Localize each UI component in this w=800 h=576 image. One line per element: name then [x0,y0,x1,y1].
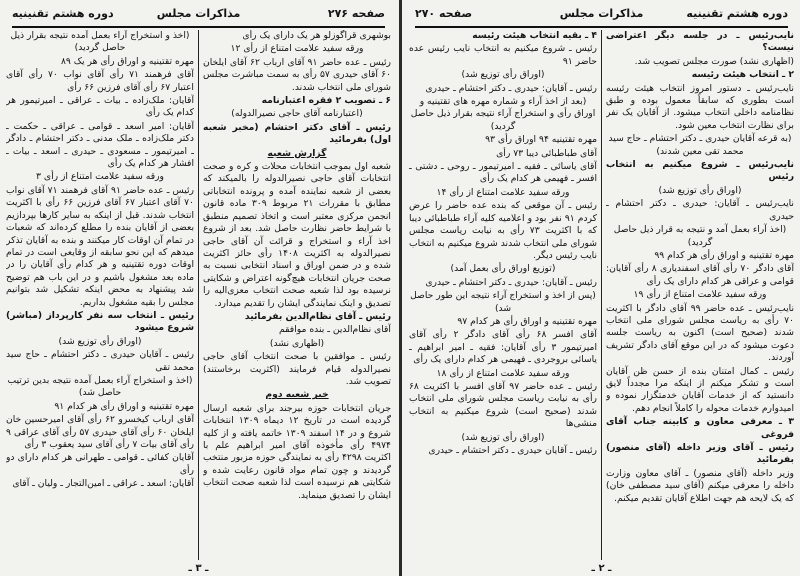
text-paragraph: رئیس ـ عده حاضر ۹۱ آقای ارباب ۶۲ آقای ایلخان ۶۰ آقای حیدری ۵۷ رأی به سمت مباشرت مجلس شورای ملی انتخاب شدند. [203,56,391,93]
text-paragraph: مهره تقتینیه و اوراق رأی هر یک ۸۹ [61,55,194,67]
left-page [0,0,397,576]
text-paragraph: (پس از اخذ و استخراج آراء نتیجه این طور حاصل شد) [410,290,596,314]
text-paragraph: آقای دادگر ۷۰ رأی آقای اسفندیاری ۸ رأی آقایان: قوامی و عراقی هر کدام دارای یک رأی [606,263,794,287]
text-paragraph: (اخذ آراء بعمل آمد و نتیجه به قرار ذیل حاصل گردید) [613,224,787,248]
right-page [403,0,800,576]
text-paragraph: آقایان: ملک‌زاده ـ بیات ـ عراقی ـ امیرتیمور هر کدام یک رأی [6,95,194,119]
text-paragraph: شعبه اول بموجب انتخابات محلات و کره و صحت انتخابات آقای حاجی نصیرالدوله را بالمیکند که بعضی از شعبه نماینده آمده و پرونده انتخاباتی مطابق با مقررات ۲۱ مربوط ۳۰۹ ماده قانون انجمن مرکزی معتبر است و اتخاذ تصمیم منطبق با شرایط حاضر نظارت حاصل شد. بعد از شروع اخذ آراء و استخراج و قرائت آن آقای حاجی نصیرالدوله به اکثریت ۱۴۰۸ رأی حائز اکثریت شده و در ضمن اوراق و اسناد انتخابی نسبت به صحت جریان انتخابات هیچ‌گونه اعتراض و شکایتی نرسیده بود لذا شعبه صحت انتخاب معزی‌الیه را تصدیق و اینک نمایندگی ایشان را تقدیم میدارد. [203,161,391,309]
left-page-left-column [6,30,194,560]
text-paragraph: (اوراق رأی توزیع شد) [461,69,545,81]
text-paragraph: ۴ ـ بقیه انتخاب هیئت رئیسه [472,30,597,41]
text-paragraph: (اوراق رأی توزیع شد) [58,335,142,347]
text-paragraph: ورقه سفید علامت امتناع از رأی ۱۸ [436,367,570,379]
text-paragraph: رئیس ـ انتخاب سه نفر کارپرداز (مباشر) شروع میشود [6,309,194,334]
text-paragraph: (اعتبارنامه آقای حاجی نصیرالدوله) [231,108,363,120]
right-page-number: ـ ۲ ـ [591,563,612,574]
text-paragraph: ۳ ـ معرفی معاون و کابینه جناب آقای فروغی [606,416,794,440]
text-paragraph: رئیس ـ آقای وزیر داخله (آقای منصور) بفرمائید [606,442,794,466]
text-paragraph: مهره تقتینیه ۹۴ اوراق رأی ۹۳ [485,134,597,146]
text-paragraph: مهره تقتینیه و اوراق رأی هر کدام ۹۹ [654,249,794,261]
text-paragraph: آقای افسر ۶۸ رأی آقای دادگر ۲ رأی آقای امیرتیمور ۳ رأی آقایان: فقیه ـ امیر ابراهیم ـ یاسائی بروجردی ـ فهیمی هر کدام دارای یک رأی [409,329,597,366]
text-paragraph: گزارش شعبه [267,147,327,159]
text-paragraph: رئیس ـ آقای دکتر احتشام (مخبر شعبه اول) بفرمائید [203,121,391,146]
text-paragraph: آقایان: اسعد ـ عراقی ـ امین‌التجار ـ ولیان ـ آقای [12,478,194,490]
text-paragraph: آقایان کفائی ـ قوامی ـ طهرانی هر کدام دارای دو رأی [6,452,194,476]
text-paragraph: (توزیع اوراق رأی بعمل آمد) [450,263,556,275]
text-paragraph: ورقه سفید علامت امتناع از رأی ۱۴ [436,186,570,198]
right-header-session: دوره هشتم تقنینیه [686,7,788,20]
text-paragraph: رئیس ـ عده حاضر ۹۷ آقای افسر با اکثریت ۶۸ رأی به نیابت ریاست مجلس شورای ملی انتخاب شدند (صحیح است) شروع میکنیم به انتخاب منشی‌ها [409,380,597,430]
text-paragraph: نایب‌رئیس ـ شروع میکنیم به انتخاب رئیس [606,159,794,183]
book-spine [399,0,402,576]
text-paragraph: (اوراق رأی توزیع شد) [461,431,545,443]
text-paragraph: (اخذ و استخراج آراء بعمل آمده نتیجه بدین ترتیب حاصل شد) [7,374,193,399]
text-paragraph: رئیس ـ آن موقعی که بنده عده حاضر را عرض کردم ۹۱ نفر بود و اعلامیه کلیه آراء طباطبائی دیبا که با اکثریت ۷۳ رأی به نیابت ریاست مجلس شورای ملی انتخاب شدند شروع میکنیم به انتخاب نایب رئیس دیگر. [409,200,597,261]
text-paragraph: (اظهاری نشد) صورت مجلس تصویب شد. [634,55,794,67]
text-paragraph: مهره تقتینیه و اوراق رأی هر کدام ۹۷ [457,315,597,327]
text-paragraph: وزیر داخله (آقای منصور) ـ آقای معاون وزارت داخله را معرفی میکنم (آقای سید مصطفی خان) که یک لایحه هم جهت اطلاع آقایان تقدیم میکنم. [606,467,794,504]
text-paragraph: رئیس ـ آقایان حیدری ـ دکتر احتشام ـ حاج سید محمد تقی [6,349,194,373]
text-paragraph: رئیس ـ آقای نظام‌الدین بفرمائید [244,310,391,322]
left-page-header [12,4,385,28]
text-paragraph: رئیس ـ آقایان حیدری ـ دکتر احتشام ـ حیدری [428,445,597,456]
text-paragraph: نایب‌رئیس ـ در جلسه دیگر اعتراضی نیست؟ [606,30,794,54]
right-page-header [415,4,788,28]
left-header-title: مذاکرات مجلس [156,7,241,20]
text-paragraph: رئیس ـ کمال امتنان بنده از حسن ظن آقایان است و تشکر میکنم از اینکه مرا مجدداً لایق دانستید که از خدمات آقایان خدمتگزار نموده و امیدوارم خدمات محوله را کاملاً انجام دهم. [606,365,794,414]
left-header-session: دوره هشتم تقنینیه [12,7,114,20]
text-paragraph: آقای طباطبائی دیبا ۷۳ رأی [496,147,597,159]
text-paragraph: جریان انتخابات حوزه بیرجند برای شعبه ارسال گردیده است در تاریخ ۱۲ دیماه ۱۳۰۹ انتخابات شروع و در ۱۴ اسفند ۱۳۰۹ خاتمه یافته و از کلیه ۴۹۷۴ رأی مأخوذه آقای امیر ابراهیم علم با اکثریت ۴۲۹۸ رأی به نمایندگی حوزه مزبور منتخب گردیدند و چون تمام مواد قانون رعایت شده و شکایتی هم نرسیده است لذا شعبه صحت انتخاب ایشان را تصدیق مینماید. [203,402,391,501]
text-paragraph: بوشهری قراگوزلو هر یک دارای یک رأی [242,30,391,41]
text-paragraph: ورقه سفید علامت امتناع از رأی ۳ [36,171,164,183]
text-paragraph: آقای ارباب کیخسرو ۶۲ رأی آقای امیرحسین خان ایلخان ۶۰ رأی آقای حیدری ۵۷ رأی آقای عراقی ۹ رأی آقای بیات ۷ رأی آقای سید یعقوب ۳ رأی [6,414,194,450]
text-paragraph: رئیس ـ شروع میکنیم به انتخاب نایب رئیس عده حاضر ۹۱ [409,43,597,67]
right-page-left-column [409,30,597,560]
text-paragraph: مهره تقتینیه و اوراق رأی هر کدام ۹۱ [54,400,194,412]
text-paragraph: نایب‌رئیس ـ آقایان: حیدری ـ دکتر احتشام ـ حیدری [606,198,794,222]
text-paragraph: آقای فرهمند ۷۱ رأی آقای نواب ۷۰ رأی آقای اعتبار ۶۷ رأی آقای فرزین ۶۶ رأی [6,69,194,93]
left-header-page-label: صفحه ۲۷۶ [327,7,385,20]
text-paragraph: رئیس ـ آقایان: حیدری ـ دکتر احتشام ـ حیدری [425,276,597,288]
text-paragraph: نایب‌رئیس ـ عده حاضر ۹۹ آقای دادگر با اکثریت ۷۰ رأی به ریاست مجلس شورای ملی انتخاب شدند (صحیح است) اکنون به ریاست جلسه دعوت میشود که در این موقع آقای دادگر تشریف آوردند. [606,302,794,364]
text-paragraph: رئیس ـ آقایان: حیدری ـ دکتر احتشام ـ حیدری [425,82,597,94]
text-paragraph: رئیس ـ موافقین با صحت انتخاب آقای حاجی نصیرالدوله قیام فرمایند (اکثریت برخاستند) تصویب شد. [203,351,391,387]
right-header-title: مذاکرات مجلس [559,7,644,20]
right-header-page-label: صفحه ۲۷۰ [415,7,473,20]
left-page-column-rule [198,30,199,560]
text-paragraph: آقایان: امیر اسعد ـ قوامی ـ عراقی ـ حکمت ـ دکتر ملک‌زاده ـ ملک مدنی ـ دکتر احتشام ـ دادگر ـ امیرتیمور ـ مسعودی ـ حیدری ـ اسعد ـ بیات ـ افشار هر کدام یک رأی [6,120,194,170]
text-paragraph: ورقه سفید علامت امتناع از رأی ۱۹ [633,289,767,301]
text-paragraph: رئیس ـ عده حاضر ۹۱ آقای فرهمند ۷۱ آقای نواب ۷۰ آقای اعتبار ۶۷ آقای فرزین ۶۶ رأی با اکثریت انتخاب شدند. قبل از اینکه به سایر کارها بپردازیم بعضی از آقایان بنده را مطلع کرده‌اند که شعبات در تمام آن اوقات کار میکنند و بنده به آقایان تذکر میدهم که این نحو سابقه از وقایعی است در تمام اوقات دوره تقتینیه و هر کدام رأی آقایان را در ماده بعد مشغول باشیم و در این باب هم توضیح شد پیشنهاد به محض اینکه تشکیل شد بتوانیم مجلس را بقیه مشغول بداریم. [6,184,194,308]
right-page-right-column [606,30,794,560]
left-page-right-column [203,30,391,560]
text-paragraph: (اظهاری نشد) [269,337,325,349]
text-paragraph: (اخذ و استخراج آراء بعمل آمده نتیجه بقرار ذیل حاصل گردید) [10,30,190,54]
text-paragraph: نایب‌رئیس ـ دستور امروز انتخاب هیئت رئیسه است بطوری که سابقاً معمول بوده و طبق نظامنامه داخلی انتخاب میشود. از آقایان یک نفر برای نظارت انتخاب معین شود. [606,82,794,131]
text-paragraph: آقای یاسائی ـ فقیه ـ امیرتیمور ـ روحی ـ دشتی ـ افسر ـ فهیمی هر کدام یک رأی [409,161,597,185]
text-paragraph: (به قرعه آقایان حیدری ـ دکتر احتشام ـ حاج سید محمد تقی معین شدند) [608,133,792,157]
right-page-column-rule [601,30,602,560]
text-paragraph: آقای نظام‌الدین ـ بنده موافقم [279,324,391,336]
left-page-number: ـ ۳ ـ [188,563,209,574]
text-paragraph: (بعد از اخذ آراء و شماره مهره های تقتینیه و اوراق رأی و استخراج آراء نتیجه بقرار ذیل حاصل گردید) [410,96,596,132]
text-paragraph: ورقه سفید علامت امتناع از رأی ۱۲ [230,43,364,55]
text-paragraph: ۶ ـ تصویب ۲ فقره اعتبارنامه [261,95,391,107]
text-paragraph: خبر شعبه دوم [265,389,329,401]
text-paragraph: (اوراق رأی توزیع شد) [658,184,742,196]
text-paragraph: ۲ ـ انتخاب هیئت رئیسه [691,69,794,81]
